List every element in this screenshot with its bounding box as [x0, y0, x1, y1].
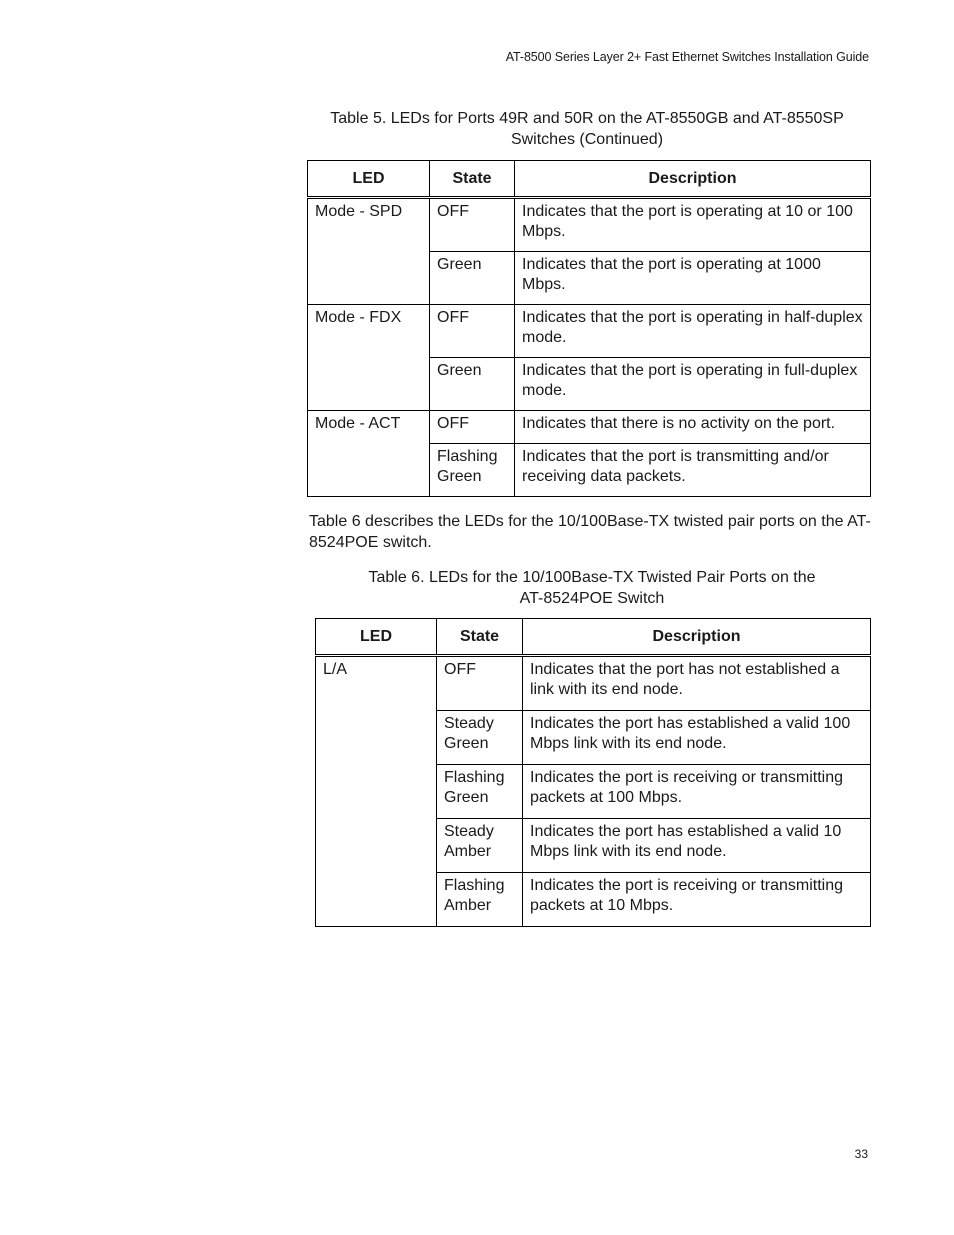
- state-cell: OFF: [430, 305, 515, 358]
- led-cell: Mode - ACT: [308, 411, 430, 497]
- description-cell: Indicates that the port is operating at 10 or 100 Mbps.: [515, 198, 871, 252]
- description-cell: Indicates that there is no activity on the port.: [515, 411, 871, 444]
- state-cell: Flashing Amber: [437, 873, 523, 927]
- column-header-led: LED: [316, 619, 437, 656]
- description-cell: Indicates that the port is transmitting and/or receiving data packets.: [515, 444, 871, 497]
- state-cell: Green: [430, 252, 515, 305]
- description-cell: Indicates that the port has not established a link with its end node.: [523, 656, 871, 711]
- table5-caption-line1: Table 5. LEDs for Ports 49R and 50R on the AT-8550GB and AT-8550SP: [330, 110, 844, 127]
- description-cell: Indicates that the port is operating at 1000 Mbps.: [515, 252, 871, 305]
- led-cell: Mode - FDX: [308, 305, 430, 411]
- description-cell: Indicates the port is receiving or transmitting packets at 100 Mbps.: [523, 765, 871, 819]
- table5: [307, 160, 871, 497]
- state-cell: OFF: [430, 411, 515, 444]
- state-cell: Flashing Green: [437, 765, 523, 819]
- table-row: [316, 656, 871, 711]
- state-cell: Flashing Green: [430, 444, 515, 497]
- led-cell: Mode - SPD: [308, 198, 430, 305]
- table6-caption-line1: Table 6. LEDs for the 10/100Base-TX Twisted Pair Ports on the: [368, 569, 816, 586]
- table5-caption: [300, 108, 874, 150]
- state-cell: Steady Green: [437, 711, 523, 765]
- state-cell: OFF: [437, 656, 523, 711]
- column-header-state: State: [437, 619, 523, 656]
- description-cell: Indicates that the port is operating in full-duplex mode.: [515, 358, 871, 411]
- column-header-state: State: [430, 161, 515, 198]
- table5-caption-line2: Switches (Continued): [510, 131, 664, 148]
- led-cell: L/A: [316, 656, 437, 927]
- table5-header-row: [308, 161, 871, 198]
- intro-paragraph: Table 6 describes the LEDs for the 10/100Base-TX twisted pair ports on the AT-8524POE switch.: [309, 513, 871, 551]
- table6-header-row: [316, 619, 871, 656]
- running-header: AT-8500 Series Layer 2+ Fast Ethernet Switches Installation Guide: [505, 50, 869, 64]
- table-row: [308, 411, 871, 444]
- state-cell: Steady Amber: [437, 819, 523, 873]
- description-cell: Indicates that the port is operating in half-duplex mode.: [515, 305, 871, 358]
- table6-caption-line2: AT-8524POE Switch: [519, 590, 665, 607]
- description-cell: Indicates the port is receiving or transmitting packets at 10 Mbps.: [523, 873, 871, 927]
- table-row: [308, 198, 871, 252]
- description-cell: Indicates the port has established a valid 100 Mbps link with its end node.: [523, 711, 871, 765]
- table6-caption: [322, 567, 862, 609]
- column-header-description: Description: [523, 619, 871, 656]
- state-cell: Green: [430, 358, 515, 411]
- page-number: 33: [854, 1147, 868, 1161]
- column-header-description: Description: [515, 161, 871, 198]
- column-header-led: LED: [308, 161, 430, 198]
- state-cell: OFF: [430, 198, 515, 252]
- table6: [315, 618, 871, 927]
- description-cell: Indicates the port has established a valid 10 Mbps link with its end node.: [523, 819, 871, 873]
- table-row: [308, 305, 871, 358]
